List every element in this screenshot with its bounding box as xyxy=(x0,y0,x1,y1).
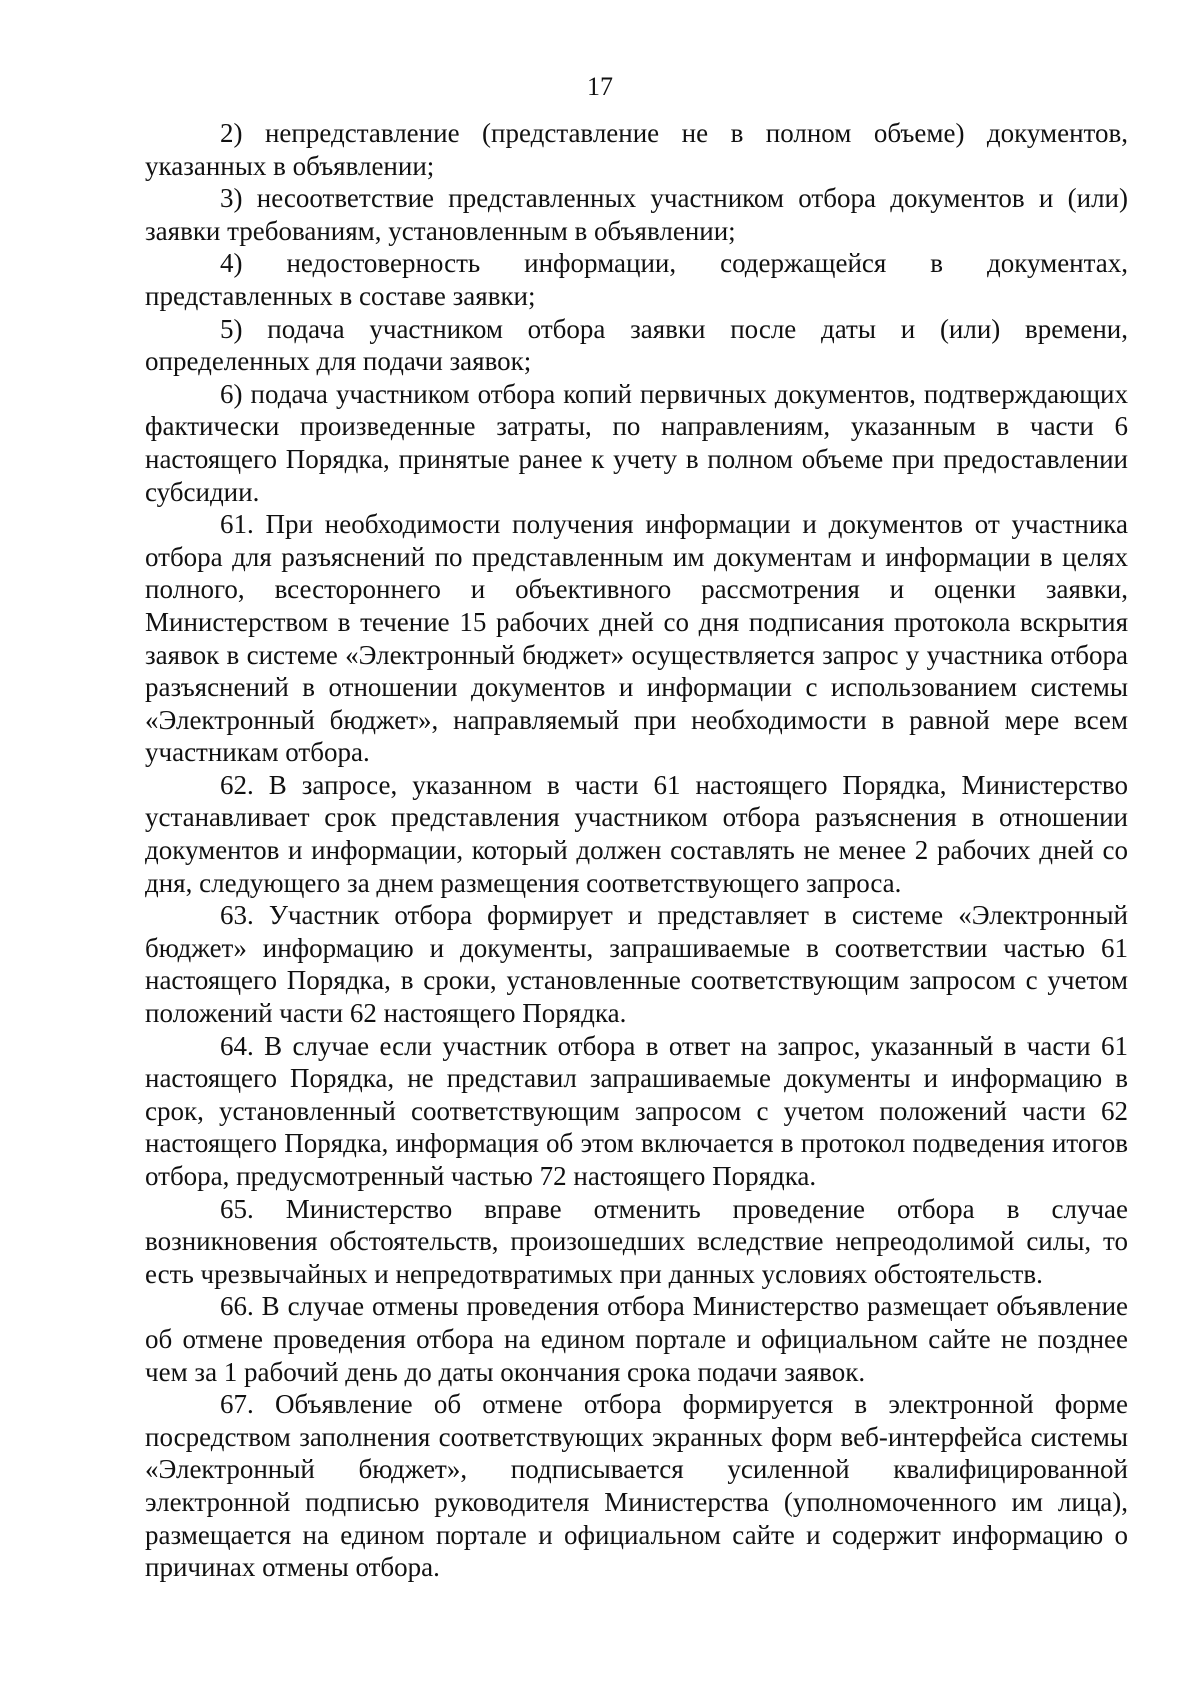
paragraph-section-64: 64. В случае если участник отбора в ответ на запрос, указанный в части 61 настоящего Порядка, не представил запрашиваемые документы и информацию в срок, установленный соответствующим запросом с учетом положений части 62 настоящего Порядка, информация об этом включается в протокол подведения итогов отбора, предусмотренный частью 72 настоящего Порядка. xyxy=(145,1030,1128,1191)
paragraph-section-67: 67. Объявление об отмене отбора формируется в электронной форме посредством заполнения соответствующих экранных форм веб-интерфейса системы «Электронный бюджет», подписывается усиленной квалифицированной электронной подписью руководителя Министерства (уполномоченного им лица), размещается на едином портале и официальном сайте и содержит информацию о причинах отмены отбора. xyxy=(145,1389,1128,1583)
paragraph-section-63: 63. Участник отбора формирует и представляет в системе «Электронный бюджет» информацию и документы, запрашиваемые в соответствии частью 61 настоящего Порядка, в сроки, установленные соответствующим запросом с учетом положений части 62 настоящего Порядка. xyxy=(145,900,1128,1029)
paragraph-section-61: 61. При необходимости получения информации и документов от участника отбора для разъяснений по представленным им документам и информации в целях полного, всестороннего и объективного рассмотрения и оценки заявки, Министерством в течение 15 рабочих дней со дня подписания протокола вскрытия заявок в системе «Электронный бюджет» осуществляется запрос у участника отбора разъяснений в отношении документов и информации с использованием системы «Электронный бюджет», направляемый при необходимости в равной мере всем участникам отбора. xyxy=(145,509,1128,768)
document-body xyxy=(145,117,1128,1584)
paragraph-section-65: 65. Министерство вправе отменить проведение отбора в случае возникновения обстоятельств, произошедших вследствие непреодолимой силы, то есть чрезвычайных и непредотвратимых при данных условиях обстоятельств. xyxy=(145,1193,1128,1289)
paragraph-item-2: 2) непредставление (представление не в полном объеме) документов, указанных в объявлении; xyxy=(145,118,1128,181)
paragraph-section-62: 62. В запросе, указанном в части 61 настоящего Порядка, Министерство устанавливает срок представления участником отбора разъяснения в отношении документов и информации, который должен составлять не менее 2 рабочих дней со дня, следующего за днем размещения соответствующего запроса. xyxy=(145,769,1128,898)
paragraph-item-6: 6) подача участником отбора копий первичных документов, подтверждающих фактически произведенные затраты, по направлениям, указанным в части 6 настоящего Порядка, принятые ранее к учету в полном объеме при предоставлении субсидии. xyxy=(145,378,1128,507)
page-number: 17 xyxy=(587,72,613,101)
paragraph-item-5: 5) подача участником отбора заявки после даты и (или) времени, определенных для подачи заявок; xyxy=(145,313,1128,377)
paragraph-section-66: 66. В случае отмены проведения отбора Министерство размещает объявление об отмене проведения отбора на едином портале и официальном сайте не позднее чем за 1 рабочий день до даты окончания срока подачи заявок. xyxy=(145,1291,1128,1387)
paragraph-item-4: 4) недостоверность информации, содержащейся в документах, представленных в составе заявки; xyxy=(145,248,1128,311)
paragraph-item-3: 3) несоответствие представленных участником отбора документов и (или) заявки требованиям, установленным в объявлении; xyxy=(145,183,1128,246)
